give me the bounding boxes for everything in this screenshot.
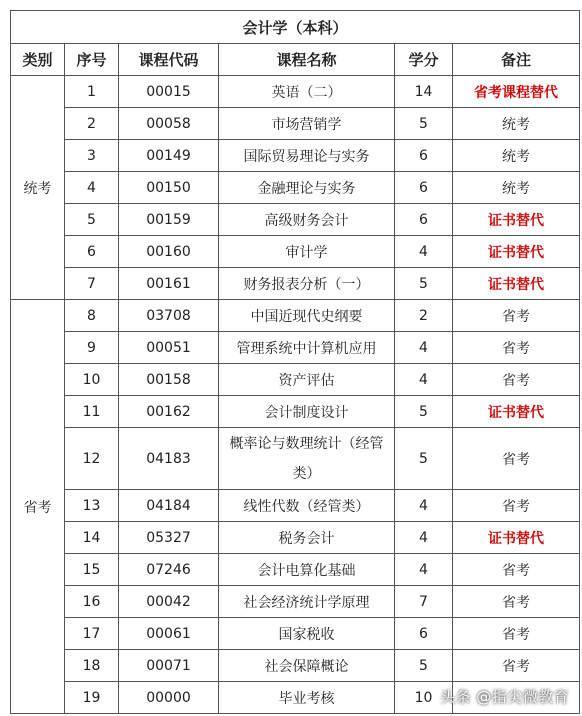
row-number-cell: 11 — [65, 396, 119, 428]
note-cell: 省考 — [453, 554, 580, 586]
header-credit: 学分 — [395, 44, 453, 76]
credit-cell: 4 — [395, 554, 453, 586]
row-number-cell: 1 — [65, 76, 119, 108]
credit-cell: 6 — [395, 172, 453, 204]
credit-cell: 4 — [395, 490, 453, 522]
course-code-cell: 00162 — [119, 396, 219, 428]
row-number-cell: 15 — [65, 554, 119, 586]
course-name-cell: 会计电算化基础 — [219, 554, 395, 586]
row-number-cell: 8 — [65, 300, 119, 332]
note-cell: 省考 — [453, 300, 580, 332]
credit-cell: 4 — [395, 522, 453, 554]
credit-cell: 7 — [395, 586, 453, 618]
table-row — [11, 204, 580, 236]
row-number-cell: 7 — [65, 268, 119, 300]
course-name-cell: 税务会计 — [219, 522, 395, 554]
credit-cell: 5 — [395, 650, 453, 682]
course-code-cell: 03708 — [119, 300, 219, 332]
row-number-cell: 5 — [65, 204, 119, 236]
course-name-cell: 英语（二） — [219, 76, 395, 108]
course-code-cell: 05327 — [119, 522, 219, 554]
table-row — [11, 650, 580, 682]
note-cell: 证书替代 — [453, 236, 580, 268]
course-name-cell: 会计制度设计 — [219, 396, 395, 428]
category-cell: 省考 — [11, 300, 65, 714]
note-cell: 省考课程替代 — [453, 76, 580, 108]
credit-cell: 5 — [395, 396, 453, 428]
course-code-cell: 00149 — [119, 140, 219, 172]
table-row — [11, 332, 580, 364]
note-cell: 统考 — [453, 108, 580, 140]
course-code-cell: 04184 — [119, 490, 219, 522]
credit-cell: 4 — [395, 364, 453, 396]
row-number-cell: 17 — [65, 618, 119, 650]
course-code-cell: 00058 — [119, 108, 219, 140]
course-code-cell: 00071 — [119, 650, 219, 682]
note-cell: 省考 — [453, 650, 580, 682]
course-code-cell: 00161 — [119, 268, 219, 300]
course-name-cell: 财务报表分析（一） — [219, 268, 395, 300]
course-code-cell: 07246 — [119, 554, 219, 586]
course-name-cell: 毕业考核 — [219, 682, 395, 714]
course-name-cell: 审计学 — [219, 236, 395, 268]
table-row — [11, 396, 580, 428]
note-cell: 省考 — [453, 428, 580, 490]
note-cell: 证书替代 — [453, 204, 580, 236]
table-title: 会计学（本科） — [11, 11, 580, 44]
header-category: 类别 — [11, 44, 65, 76]
row-number-cell: 18 — [65, 650, 119, 682]
course-code-cell: 00042 — [119, 586, 219, 618]
note-cell: 省考 — [453, 618, 580, 650]
table-row — [11, 428, 580, 490]
header-course-code: 课程代码 — [119, 44, 219, 76]
table-row — [11, 364, 580, 396]
table-row — [11, 140, 580, 172]
row-number-cell: 19 — [65, 682, 119, 714]
course-name-cell: 国家税收 — [219, 618, 395, 650]
credit-cell: 14 — [395, 76, 453, 108]
course-code-cell: 00158 — [119, 364, 219, 396]
credit-cell: 5 — [395, 108, 453, 140]
row-number-cell: 16 — [65, 586, 119, 618]
course-name-cell: 高级财务会计 — [219, 204, 395, 236]
credit-cell: 10 — [395, 682, 453, 714]
course-name-cell: 国际贸易理论与实务 — [219, 140, 395, 172]
header-row — [11, 44, 580, 76]
course-code-cell: 00061 — [119, 618, 219, 650]
note-cell: 省考 — [453, 332, 580, 364]
note-cell: 证书替代 — [453, 268, 580, 300]
table-row — [11, 172, 580, 204]
course-name-cell: 金融理论与实务 — [219, 172, 395, 204]
row-number-cell: 6 — [65, 236, 119, 268]
watermark: 头条 @指尖微教育 — [440, 688, 570, 706]
note-cell: 省考 — [453, 364, 580, 396]
table-row — [11, 618, 580, 650]
course-name-cell: 线性代数（经管类） — [219, 490, 395, 522]
course-code-cell: 00150 — [119, 172, 219, 204]
credit-cell: 5 — [395, 268, 453, 300]
table-row — [11, 108, 580, 140]
note-cell: 省考 — [453, 586, 580, 618]
row-number-cell: 9 — [65, 332, 119, 364]
course-name-cell: 概率论与数理统计（经管类） — [219, 428, 395, 490]
credit-cell: 6 — [395, 140, 453, 172]
row-number-cell: 4 — [65, 172, 119, 204]
course-code-cell: 04183 — [119, 428, 219, 490]
credit-cell: 5 — [395, 428, 453, 490]
header-note: 备注 — [453, 44, 580, 76]
course-code-cell: 00160 — [119, 236, 219, 268]
credit-cell: 4 — [395, 236, 453, 268]
table-row — [11, 76, 580, 108]
note-cell: 统考 — [453, 172, 580, 204]
note-cell: 证书替代 — [453, 396, 580, 428]
credit-cell: 6 — [395, 204, 453, 236]
table-row — [11, 586, 580, 618]
course-code-cell: 00015 — [119, 76, 219, 108]
note-cell: 省考 — [453, 490, 580, 522]
course-code-cell: 00000 — [119, 682, 219, 714]
table-row — [11, 300, 580, 332]
table-row — [11, 554, 580, 586]
credit-cell: 6 — [395, 618, 453, 650]
course-table — [10, 10, 580, 714]
row-number-cell: 12 — [65, 428, 119, 490]
table-row — [11, 490, 580, 522]
category-cell: 统考 — [11, 76, 65, 300]
table-row — [11, 522, 580, 554]
table-row — [11, 268, 580, 300]
credit-cell: 4 — [395, 332, 453, 364]
table-row — [11, 236, 580, 268]
row-number-cell: 14 — [65, 522, 119, 554]
course-name-cell: 社会经济统计学原理 — [219, 586, 395, 618]
course-name-cell: 管理系统中计算机应用 — [219, 332, 395, 364]
course-name-cell: 社会保障概论 — [219, 650, 395, 682]
note-cell: 证书替代 — [453, 522, 580, 554]
course-name-cell: 中国近现代史纲要 — [219, 300, 395, 332]
row-number-cell: 3 — [65, 140, 119, 172]
course-name-cell: 市场营销学 — [219, 108, 395, 140]
note-cell: 统考 — [453, 140, 580, 172]
course-name-cell: 资产评估 — [219, 364, 395, 396]
row-number-cell: 13 — [65, 490, 119, 522]
row-number-cell: 10 — [65, 364, 119, 396]
row-number-cell: 2 — [65, 108, 119, 140]
course-code-cell: 00051 — [119, 332, 219, 364]
header-number: 序号 — [65, 44, 119, 76]
credit-cell: 2 — [395, 300, 453, 332]
header-course-name: 课程名称 — [219, 44, 395, 76]
course-code-cell: 00159 — [119, 204, 219, 236]
